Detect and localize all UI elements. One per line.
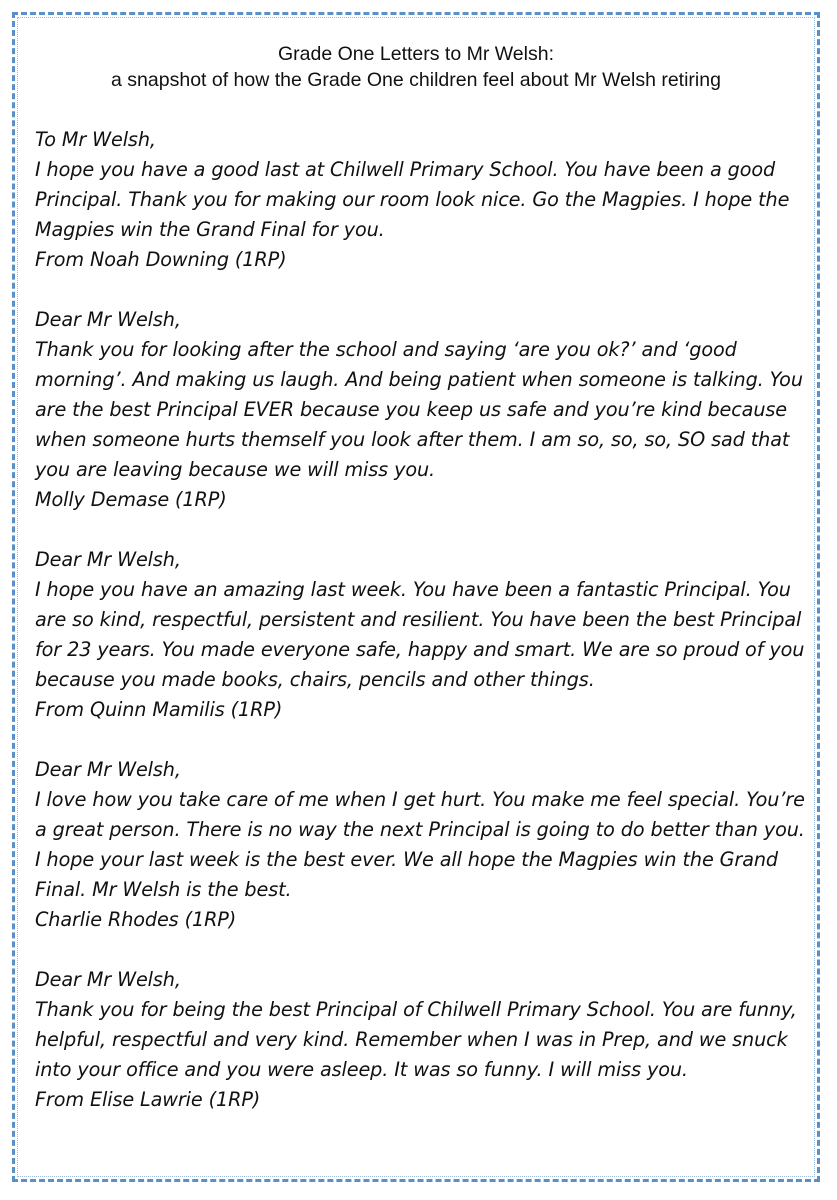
letter-signature: From Quinn Mamilis (1RP) bbox=[35, 698, 283, 721]
document-heading bbox=[15, 41, 817, 93]
letter-signature: Charlie Rhodes (1RP) bbox=[35, 908, 237, 931]
letter-body: I hope you have a good last at Chilwell Primary School. You have been a good Principal. Thank you for making our room look nice. Go the Magpies. I hope the Magpies win the Grand Final for you. bbox=[35, 158, 790, 241]
letter-signature: From Noah Downing (1RP) bbox=[35, 248, 287, 271]
title-line-2: a snapshot of how the Grade One children feel about Mr Welsh retiring bbox=[111, 69, 721, 91]
letter-body: Thank you for being the best Principal of Chilwell Primary School. You are funny, helpful, respectful and very kind. Remember when I was in Prep, and we snuck into your office and you were asleep. It was so funny. I will miss you. bbox=[35, 998, 797, 1081]
letter-molly bbox=[35, 305, 805, 515]
letter-noah bbox=[35, 125, 805, 275]
letter-greeting: To Mr Welsh, bbox=[35, 128, 156, 151]
letter-body: I hope you have an amazing last week. You have been a fantastic Principal. You are so kind, respectful, persistent and resilient. You have been the best Principal for 23 years. You made everyone safe, happy and smart. We are so proud of you because you made books, chairs, pencils and other things. bbox=[35, 578, 805, 691]
letter-greeting: Dear Mr Welsh, bbox=[35, 968, 181, 991]
letter-body: I love how you take care of me when I get hurt. You make me feel special. You’re a great person. There is no way the next Principal is going to do better than you. I hope your last week is the best ever. We all hope the Magpies win the Grand Final. Mr Welsh is the best. bbox=[35, 788, 805, 901]
letter-signature: From Elise Lawrie (1RP) bbox=[35, 1088, 261, 1111]
letter-body: Thank you for looking after the school and saying ‘are you ok?’ and ‘good morning’. And making us laugh. And being patient when someone is talking. You are the best Principal EVER because you keep us safe and you’re kind because when someone hurts themself you look after them. I am so, so, so, SO sad that you are leaving because we will miss you. bbox=[35, 338, 803, 481]
document-border bbox=[12, 12, 820, 1182]
letter-greeting: Dear Mr Welsh, bbox=[35, 548, 181, 571]
letter-greeting: Dear Mr Welsh, bbox=[35, 308, 181, 331]
letters-list bbox=[35, 125, 805, 1145]
title-line-1: Grade One Letters to Mr Welsh: bbox=[278, 43, 554, 65]
letter-signature: Molly Demase (1RP) bbox=[35, 488, 227, 511]
letter-quinn bbox=[35, 545, 805, 725]
letter-greeting: Dear Mr Welsh, bbox=[35, 758, 181, 781]
letter-charlie bbox=[35, 755, 805, 935]
letter-elise bbox=[35, 965, 805, 1115]
